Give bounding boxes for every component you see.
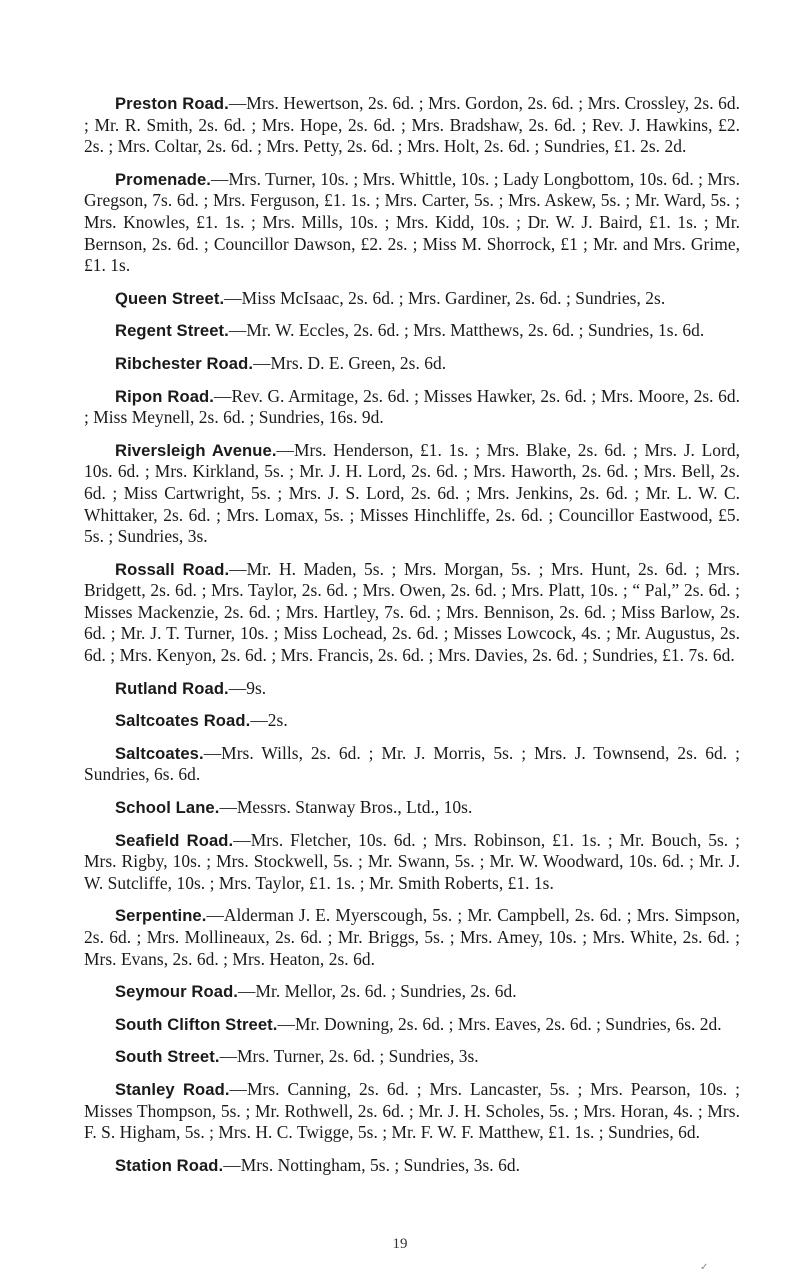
street-name: Promenade.	[115, 169, 211, 189]
street-name: Seymour Road.	[115, 982, 239, 1002]
entry-text: —Mrs. Turner, 10s. ; Mrs. Whittle, 10s. ; Lady Longbottom, 10s. 6d. ; Mrs. Gregson, 7s. 6d. ; Mrs. Ferguson, £1. 1s. ; Mrs. Carter, 5s. ; Mrs. Askew, 5s. ; Mr. Ward, 5s. ; Mrs. Knowles, £1. 1s. ; Mrs. Mills, 10s. ; Mrs. Kidd, 10s. ; Dr. W. J. Baird, £1. 1s. ; Mr. Bernson, 2s. 6d. ; Councillor Dawson, £2. 2s. ; Miss M. Shorrock, £1 ; Mr. and Mrs. Grime, £1. 1s.	[84, 168, 740, 276]
entry-text: —Mr. H. Maden, 5s. ; Mrs. Morgan, 5s. ; Mrs. Hunt, 2s. 6d. ; Mrs. Bridgett, 2s. 6d. ; Mrs. Taylor, 2s. 6d. ; Mrs. Owen, 2s. 6d. ; Mrs. Platt, 10s. ; “ Pal,” 2s. 6d. ; Misses Mackenzie, 2s. 6d. ; Mrs. Hartley, 7s. 6d. ; Mrs. Bennison, 2s. 6d. ; Miss Barlow, 2s. 6d. ; Mr. J. T. Turner, 10s. ; Miss Lochead, 2s. 6d. ; Misses Lowcock, 4s. ; Mr. Augustus, 2s. 6d. ; Mrs. Kenyon, 2s. 6d. ; Mrs. Francis, 2s. 6d. ; Mrs. Davies, 2s. 6d. ; Sundries, £1. 7s. 6d.	[84, 558, 740, 666]
entry-text: —Miss McIsaac, 2s. 6d. ; Mrs. Gardiner, 2s. 6d. ; Sundries, 2s.	[224, 287, 666, 308]
entry-stanley-road	[84, 1079, 740, 1144]
street-name: South Street.	[115, 1047, 220, 1067]
street-name: Serpentine.	[115, 906, 207, 926]
entry-rossall-road	[84, 559, 740, 667]
entry-text: —Mr. W. Eccles, 2s. 6d. ; Mrs. Matthews, 2s. 6d. ; Sundries, 1s. 6d.	[228, 320, 705, 341]
entry-south-clifton-street	[84, 1014, 740, 1036]
entry-text: —Mr. Downing, 2s. 6d. ; Mrs. Eaves, 2s. 6d. ; Sundries, 6s. 2d.	[277, 1013, 722, 1034]
entry-text: —Mr. Mellor, 2s. 6d. ; Sundries, 2s. 6d.	[238, 981, 517, 1002]
entry-preston-road	[84, 93, 740, 158]
entry-south-street	[84, 1046, 740, 1068]
entry-ribchester-road	[84, 353, 740, 375]
entry-text: —Rev. G. Armitage, 2s. 6d. ; Misses Hawker, 2s. 6d. ; Mrs. Moore, 2s. 6d. ; Miss Meynell, 2s. 6d. ; Sundries, 16s. 9d.	[84, 385, 741, 428]
street-name: Saltcoates.	[115, 743, 204, 763]
entry-promenade	[84, 169, 740, 277]
entry-saltcoates	[84, 743, 740, 786]
entry-text: —Mrs. Hewertson, 2s. 6d. ; Mrs. Gordon, 2s. 6d. ; Mrs. Crossley, 2s. 6d. ; Mr. R. Smith, 2s. 6d. ; Mrs. Hope, 2s. 6d. ; Mrs. Bradshaw, 2s. 6d. ; Rev. J. Hawkins, £2. 2s. ; Mrs. Coltar, 2s. 6d. ; Mrs. Petty, 2s. 6d. ; Mrs. Holt, 2s. 6d. ; Sundries, £1. 2s. 2d.	[84, 93, 740, 157]
entry-text: —Alderman J. E. Myerscough, 5s. ; Mr. Campbell, 2s. 6d. ; Mrs. Simpson, 2s. 6d. ; Mrs. Mollineaux, 2s. 6d. ; Mr. Briggs, 5s. ; Mrs. Amey, 10s. ; Mrs. White, 2s. 6d. ; Mrs. Evans, 2s. 6d. ; Mrs. Heaton, 2s. 6d.	[84, 905, 740, 969]
entry-seafield-road	[84, 830, 740, 895]
entry-text: —Mrs. Turner, 2s. 6d. ; Sundries, 3s.	[219, 1046, 479, 1067]
subscription-list	[84, 93, 740, 1176]
street-name: Rutland Road.	[115, 678, 229, 698]
street-name: Riversleigh Avenue.	[115, 440, 277, 460]
entry-text: —9s.	[228, 677, 267, 698]
entry-regent-street	[84, 320, 740, 342]
entry-queen-street	[84, 288, 740, 310]
entry-school-lane	[84, 797, 740, 819]
entry-text: —Mrs. Canning, 2s. 6d. ; Mrs. Lancaster, 5s. ; Mrs. Pearson, 10s. ; Misses Thompson, 5s. ; Mr. Rothwell, 2s. 6d. ; Mr. J. H. Scholes, 5s. ; Mrs. Horan, 4s. ; Mrs. F. S. Higham, 5s. ; Mrs. H. C. Twigge, 5s. ; Mr. F. W. F. Matthew, £1. 1s. ; Sundries, 6d.	[84, 1078, 740, 1143]
street-name: Stanley Road.	[115, 1079, 230, 1099]
ink-mark: ✓	[700, 1262, 709, 1273]
entry-text: —2s.	[250, 710, 288, 731]
entry-ripon-road	[84, 386, 740, 429]
entry-rutland-road	[84, 678, 740, 700]
street-name: Queen Street.	[115, 288, 225, 308]
entry-riversleigh-avenue	[84, 440, 740, 548]
entry-text: —Mrs. Fletcher, 10s. 6d. ; Mrs. Robinson, £1. 1s. ; Mr. Bouch, 5s. ; Mrs. Rigby, 10s. ; Mrs. Stockwell, 5s. ; Mr. Swann, 5s. ; Mr. W. Woodward, 10s. 6d. ; Mr. J. W. Sutcliffe, 10s. ; Mrs. Taylor, £1. 1s. ; Mr. Smith Roberts, £1. 1s.	[84, 829, 740, 893]
street-name: South Clifton Street.	[115, 1014, 278, 1034]
street-name: Preston Road.	[115, 94, 229, 113]
street-name: School Lane.	[115, 798, 220, 818]
entry-text: —Mrs. Henderson, £1. 1s. ; Mrs. Blake, 2s. 6d. ; Mrs. J. Lord, 10s. 6d. ; Mrs. Kirkland, 5s. ; Mr. J. H. Lord, 2s. 6d. ; Mrs. Haworth, 2s. 6d. ; Mrs. Bell, 2s. 6d. ; Miss Cartwright, 5s. ; Mrs. J. S. Lord, 2s. 6d. ; Mrs. Jenkins, 2s. 6d. ; Mr. L. W. C. Whittaker, 2s. 6d. ; Mrs. Lomax, 5s. ; Misses Hinchliffe, 2s. 6d. ; Councillor Eastwood, £5. 5s. ; Sundries, 3s.	[84, 439, 740, 547]
street-name: Seafield Road.	[115, 830, 234, 850]
street-name: Ripon Road.	[115, 386, 214, 406]
street-name: Rossall Road.	[115, 559, 230, 579]
street-name: Ribchester Road.	[115, 353, 254, 373]
entry-text: —Messrs. Stanway Bros., Ltd., 10s.	[219, 797, 473, 818]
entry-station-road	[84, 1155, 740, 1177]
street-name: Station Road.	[115, 1155, 224, 1175]
street-name: Saltcoates Road.	[115, 711, 251, 731]
street-name: Regent Street.	[115, 321, 229, 341]
entry-seymour-road	[84, 981, 740, 1003]
entry-text: —Mrs. D. E. Green, 2s. 6d.	[253, 352, 447, 373]
entry-text: —Mrs. Nottingham, 5s. ; Sundries, 3s. 6d.	[223, 1154, 520, 1175]
page-number: 19	[392, 1236, 408, 1252]
entry-serpentine	[84, 905, 740, 970]
entry-saltcoates-road	[84, 710, 740, 732]
entry-text: —Mrs. Wills, 2s. 6d. ; Mr. J. Morris, 5s. ; Mrs. J. Townsend, 2s. 6d. ; Sundries, 6s. 6d.	[84, 742, 740, 785]
